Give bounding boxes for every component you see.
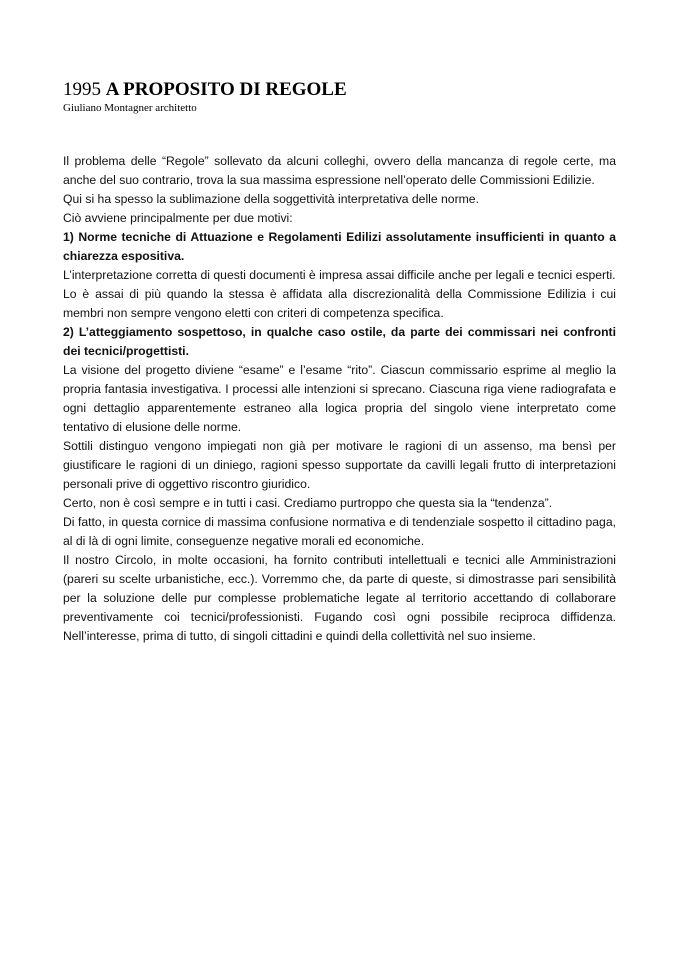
paragraph: Il nostro Circolo, in molte occasioni, ha fornito contributi intellettuali e tecnici alle Amministrazioni (pareri su scelte urbanistiche, ecc.). Vorremmo che, da parte di queste, si dimostrasse pari sensibilità per la soluzione delle pur complesse problematiche legate al territorio accettando di collaborare preventivamente coi tecnici/professionisti. Fugando così ogni possibile reciproca diffidenza. Nell’interesse, prima di tutto, di singoli cittadini e quindi della collettività nel suo insieme. <box>63 553 616 643</box>
paragraph: La visione del progetto diviene “esame” e l’esame “rito”. Ciascun commissario esprime al meglio la propria fantasia investigativa. I processi alle intenzioni si sprecano. Ciascuna riga viene radiografata e ogni dettaglio apparentemente estraneo alla logica propria del singolo viene interpretato come tentativo di elusione delle norme. <box>63 363 616 434</box>
paragraph: Di fatto, in questa cornice di massima confusione normativa e di tendenziale sospetto il cittadino paga, al di là di ogni limite, conseguenze negative morali ed economiche. <box>63 515 616 548</box>
paragraph: Certo, non è così sempre e in tutti i casi. Crediamo purtroppo che questa sia la “tendenza”. <box>63 496 553 510</box>
paragraph: Ciò avviene principalmente per due motivi: <box>63 211 293 225</box>
heading-point-2: 2) L’atteggiamento sospettoso, in qualche caso ostile, da parte dei commissari nei confronti dei tecnici/progettisti. <box>63 325 616 358</box>
document-body <box>63 152 616 646</box>
document-title <box>63 79 347 101</box>
paragraph: Lo è assai di più quando la stessa è affidata alla discrezionalità della Commissione Edilizia i cui membri non sempre vengono eletti con criteri di competenza specifica. <box>63 287 616 320</box>
paragraph: Qui si ha spesso la sublimazione della soggettività interpretativa delle norme. <box>63 192 479 206</box>
paragraph: Il problema delle “Regole” sollevato da alcuni colleghi, ovvero della mancanza di regole certe, ma anche del suo contrario, trova la sua massima espressione nell’operato delle Commissioni Edilizie. <box>63 154 616 187</box>
title-text: A PROPOSITO DI REGOLE <box>105 79 347 100</box>
author-line: Giuliano Montagner architetto <box>63 102 197 114</box>
paragraph: Sottili distinguo vengono impiegati non già per motivare le ragioni di un assenso, ma bensì per giustificare le ragioni di un diniego, ragioni spesso supportate da cavilli legali frutto di interpretazioni personali prive di oggettivo riscontro giuridico. <box>63 439 616 491</box>
paragraph: L’interpretazione corretta di questi documenti è impresa assai difficile anche per legali e tecnici esperti. <box>63 268 616 282</box>
heading-point-1: 1) Norme tecniche di Attuazione e Regolamenti Edilizi assolutamente insufficienti in quanto a chiarezza espositiva. <box>63 230 616 263</box>
title-year: 1995 <box>63 79 101 100</box>
